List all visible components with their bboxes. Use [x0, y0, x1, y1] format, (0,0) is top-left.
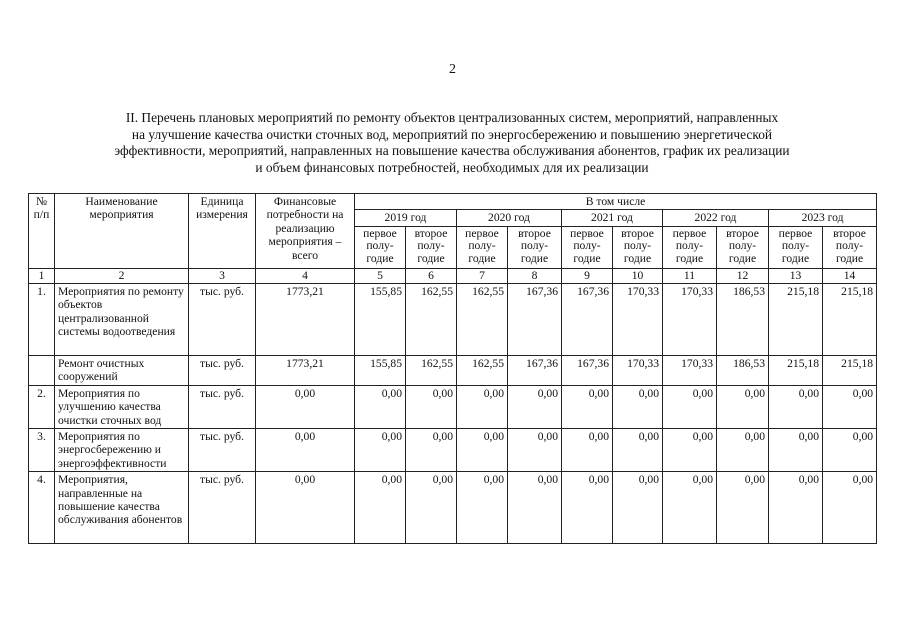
row-total: 1773,21: [256, 355, 355, 385]
column-number: 10: [613, 268, 663, 283]
row-value: 0,00: [663, 385, 717, 428]
row-total: 0,00: [256, 429, 355, 472]
row-total: 0,00: [256, 385, 355, 428]
row-value: 0,00: [823, 429, 877, 472]
page-number: 2: [449, 62, 456, 77]
row-number: 3.: [29, 429, 55, 472]
row-unit: тыс. руб.: [189, 385, 256, 428]
row-value: 186,53: [717, 355, 769, 385]
row-value: 0,00: [663, 472, 717, 544]
header-half-first: первое полу-годие: [663, 226, 717, 268]
header-half-first: первое полу-годие: [562, 226, 613, 268]
header-half-first: первое полу-годие: [769, 226, 823, 268]
title-line: и объем финансовых потребностей, необходимых для их реализации: [255, 159, 649, 175]
title-line: II. Перечень плановых мероприятий по ремонту объектов централизованных систем, мероприятий, направленных: [125, 110, 779, 125]
table-row: [29, 283, 877, 355]
row-value: 0,00: [823, 472, 877, 544]
header-year: 2019 год: [355, 210, 457, 226]
row-name: Мероприятия, направленные на повышение качества обслуживания абонентов: [55, 472, 189, 544]
row-value: 215,18: [769, 283, 823, 355]
header-including: В том числе: [355, 194, 877, 210]
row-value: 167,36: [508, 283, 562, 355]
row-total: 0,00: [256, 472, 355, 544]
row-value: 155,85: [355, 355, 406, 385]
row-value: 0,00: [769, 429, 823, 472]
row-value: 0,00: [457, 385, 508, 428]
column-number: 12: [717, 268, 769, 283]
title-line: эффективности, мероприятий, направленных на повышение качества обслуживания абонентов, график их реализации: [114, 143, 790, 158]
header-no: № п/п: [29, 194, 55, 269]
row-unit: тыс. руб.: [189, 472, 256, 544]
row-value: 0,00: [457, 429, 508, 472]
row-value: 0,00: [769, 472, 823, 544]
row-value: 186,53: [717, 283, 769, 355]
header-half-first: первое полу-годие: [457, 226, 508, 268]
row-value: 0,00: [613, 385, 663, 428]
row-value: 0,00: [406, 385, 457, 428]
header-total: Финансовые потребности на реализацию мероприятия – всего: [256, 194, 355, 269]
column-number: 6: [406, 268, 457, 283]
row-unit: тыс. руб.: [189, 429, 256, 472]
plan-table: [28, 193, 877, 544]
row-value: 215,18: [823, 283, 877, 355]
row-value: 170,33: [613, 283, 663, 355]
row-name: Ремонт очистных сооружений: [55, 355, 189, 385]
row-value: 167,36: [562, 283, 613, 355]
row-value: 162,55: [406, 283, 457, 355]
table-body: [29, 283, 877, 543]
header-half-second: второе полу-годие: [823, 226, 877, 268]
row-unit: тыс. руб.: [189, 283, 256, 355]
document-title: [52, 110, 852, 176]
row-value: 0,00: [663, 429, 717, 472]
row-value: 0,00: [406, 472, 457, 544]
row-value: 0,00: [562, 385, 613, 428]
header-half-second: второе полу-годие: [508, 226, 562, 268]
row-number: 4.: [29, 472, 55, 544]
row-value: 162,55: [457, 355, 508, 385]
header-year: 2022 год: [663, 210, 769, 226]
column-number-row: [29, 268, 877, 283]
header-half-second: второе полу-годие: [406, 226, 457, 268]
row-number: [29, 355, 55, 385]
row-value: 0,00: [355, 385, 406, 428]
column-number: 14: [823, 268, 877, 283]
column-number: 7: [457, 268, 508, 283]
column-number: 13: [769, 268, 823, 283]
row-value: 162,55: [457, 283, 508, 355]
row-value: 167,36: [562, 355, 613, 385]
row-value: 0,00: [508, 429, 562, 472]
header-year: 2023 год: [769, 210, 877, 226]
row-value: 0,00: [613, 472, 663, 544]
row-value: 0,00: [613, 429, 663, 472]
row-value: 170,33: [663, 283, 717, 355]
column-number: 9: [562, 268, 613, 283]
row-value: 0,00: [823, 385, 877, 428]
table-row: [29, 355, 877, 385]
table-row: [29, 385, 877, 428]
column-number: 2: [55, 268, 189, 283]
row-total: 1773,21: [256, 283, 355, 355]
header-year: 2020 год: [457, 210, 562, 226]
row-value: 0,00: [562, 472, 613, 544]
row-value: 0,00: [406, 429, 457, 472]
row-value: 0,00: [355, 472, 406, 544]
row-value: 0,00: [717, 429, 769, 472]
row-value: 155,85: [355, 283, 406, 355]
row-unit: тыс. руб.: [189, 355, 256, 385]
row-value: 0,00: [769, 385, 823, 428]
header-unit: Единица измерения: [189, 194, 256, 269]
row-value: 0,00: [508, 385, 562, 428]
row-name: Мероприятия по ремонту объектов централизованной системы водоотведения: [55, 283, 189, 355]
header-half-second: второе полу-годие: [613, 226, 663, 268]
row-name: Мероприятия по улучшению качества очистки сточных вод: [55, 385, 189, 428]
column-number: 1: [29, 268, 55, 283]
row-value: 0,00: [717, 472, 769, 544]
row-value: 215,18: [823, 355, 877, 385]
column-number: 4: [256, 268, 355, 283]
row-value: 0,00: [717, 385, 769, 428]
column-number: 11: [663, 268, 717, 283]
table-row: [29, 429, 877, 472]
row-value: 170,33: [613, 355, 663, 385]
header-year: 2021 год: [562, 210, 663, 226]
header-half-first: первое полу-годие: [355, 226, 406, 268]
row-value: 0,00: [562, 429, 613, 472]
title-line: на улучшение качества очистки сточных вод, мероприятий по энергосбережению и повышению энергетической: [131, 126, 773, 142]
row-number: 2.: [29, 385, 55, 428]
row-number: 1.: [29, 283, 55, 355]
table-row: [29, 472, 877, 544]
header-name: Наименование мероприятия: [55, 194, 189, 269]
row-value: 0,00: [508, 472, 562, 544]
header-half-second: второе полу-годие: [717, 226, 769, 268]
row-value: 162,55: [406, 355, 457, 385]
row-value: 0,00: [355, 429, 406, 472]
row-value: 0,00: [457, 472, 508, 544]
table-header: [29, 194, 877, 284]
row-name: Мероприятия по энергосбережению и энергоэффективности: [55, 429, 189, 472]
row-value: 170,33: [663, 355, 717, 385]
row-value: 167,36: [508, 355, 562, 385]
row-value: 215,18: [769, 355, 823, 385]
column-number: 3: [189, 268, 256, 283]
column-number: 8: [508, 268, 562, 283]
column-number: 5: [355, 268, 406, 283]
